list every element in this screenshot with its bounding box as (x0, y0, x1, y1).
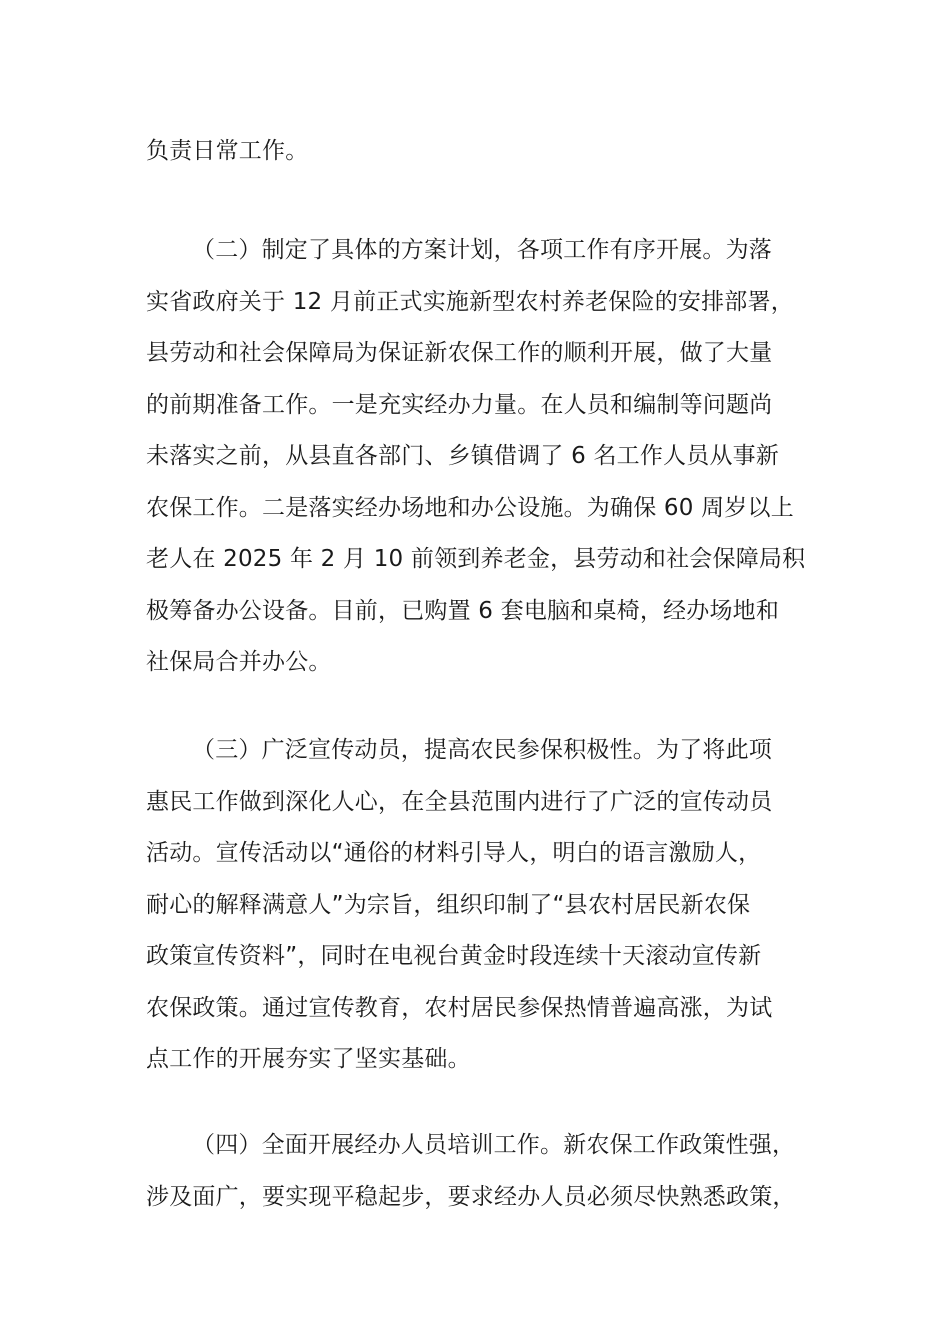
text-line: 政策宣传资料”，同时在电视台黄金时段连续十天滚动宣传新 (146, 943, 762, 969)
text-line: 县劳动和社会保障局为保证新农保工作的顺利开展，做了大量 (146, 340, 773, 366)
text-line: 惠民工作做到深化人心，在全县范围内进行了广泛的宣传动员 (146, 788, 773, 815)
text-line: 农保工作。二是落实经办场地和办公设施。为确保 60 周岁以上 (146, 494, 794, 521)
text-line: 活动。宣传活动以“通俗的材料引导人，明白的语言激励人， (146, 840, 762, 866)
text-line: 社保局合并办公。 (146, 649, 332, 675)
text-line: 的前期准备工作。一是充实经办力量。在人员和编制等问题尚 (146, 391, 773, 418)
text-line: 未落实之前，从县直各部门、乡镇借调了 6 名工作人员从事新 (146, 443, 780, 469)
paragraph-4 (146, 1120, 818, 1223)
paragraph-2 (146, 225, 818, 689)
text-line: 点工作的开展夯实了坚实基础。 (146, 1046, 471, 1072)
text-line: （三）广泛宣传动员，提高农民参保积极性。为了将此项 (192, 737, 772, 763)
paragraph-3 (146, 725, 818, 1086)
text-line: 耐心的解释满意人”为宗旨，组织印制了“县农村居民新农保 (146, 891, 751, 918)
paragraph-1 (146, 126, 818, 178)
text-line: 涉及面广，要实现平稳起步，要求经办人员必须尽快熟悉政策， (146, 1183, 796, 1210)
text-line: 负责日常工作。 (146, 138, 309, 164)
text-line: （二）制定了具体的方案计划，各项工作有序开展。为落 (192, 237, 772, 263)
text-line: （四）全面开展经办人员培训工作。新农保工作政策性强， (192, 1132, 796, 1158)
text-line: 极筹备办公设备。目前，已购置 6 套电脑和桌椅，经办场地和 (146, 597, 780, 624)
text-line: 农保政策。通过宣传教育，农村居民参保热情普遍高涨，为试 (146, 994, 773, 1021)
text-line: 实省政府关于 12 月前正式实施新型农村养老保险的安排部署， (146, 288, 794, 315)
text-line: 老人在 2025 年 2 月 10 前领到养老金，县劳动和社会保障局积 (146, 546, 806, 572)
